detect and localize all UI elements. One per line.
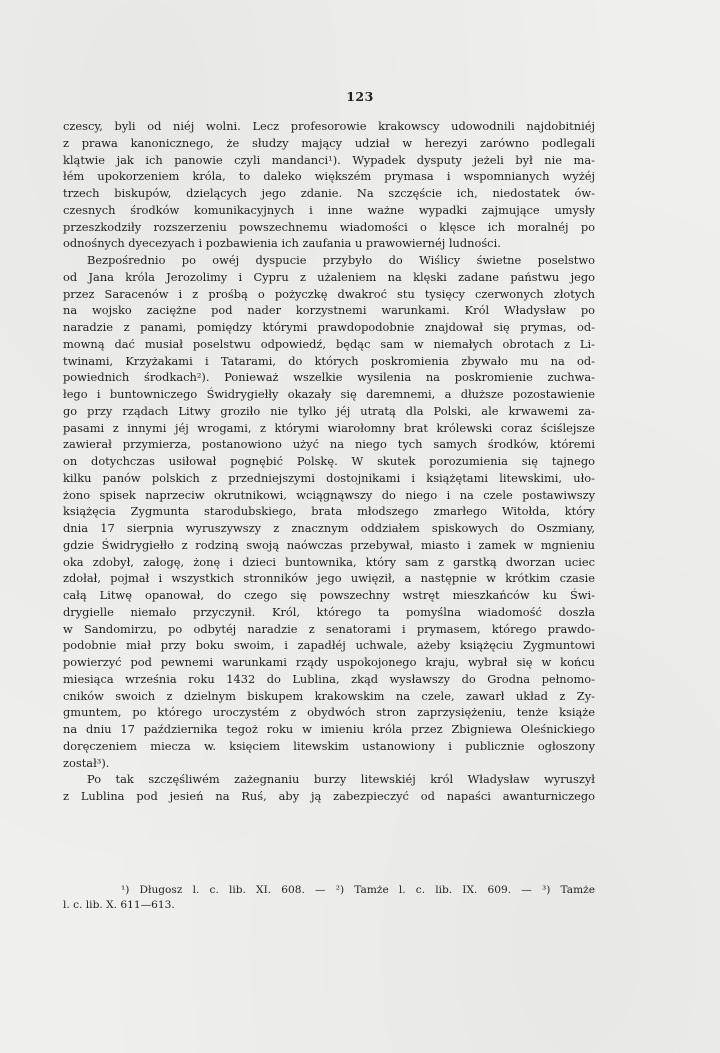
footnote-line: l. c. lib. X. 611—613. xyxy=(63,899,175,911)
text-line: drygielle niemało przyczynił. Król, którego ta pomyślna wiadomość doszła xyxy=(63,604,595,619)
text-line: gmuntem, po którego uroczystém z obydwóch stron zaprzysiężeniu, tenże książe xyxy=(63,705,595,720)
text-line: go przy rządach Litwy groziło nie tylko jéj utratą dla Polski, ale krwawemi za- xyxy=(63,403,595,418)
text-line: trzech biskupów, dzielących jego zdanie. Na szczęście ich, niedostatek ów- xyxy=(63,186,595,200)
text-line: został³). xyxy=(63,755,110,770)
text-line: całą Litwę opanował, do czego się powszechny wstręt mieszkańców ku Świ- xyxy=(63,588,595,602)
text-line: na dniu 17 października tegoż roku w imieniu króla przez Zbigniewa Oleśnickiego xyxy=(63,722,595,736)
footnote-line: ¹) Długosz l. c. lib. XI. 608. — ²) Tamże l. c. lib. IX. 609. — ³) Tamże xyxy=(121,884,595,896)
text-line: dnia 17 sierpnia wyruszywszy z znacznym oddziałem spiskowych do Oszmiany, xyxy=(63,521,595,535)
text-line: łego i buntowniczego Świdrygiełły okazały się daremnemi, a dłuższe pozostawienie xyxy=(63,387,595,401)
text-line: pasami z innymi jéj wrogami, z którymi wiarołomny brat królewski coraz ściślejsze xyxy=(63,420,595,435)
text-line: zdołał, pojmał i wszystkich stronników jego uwięził, a następnie w krótkim czasie xyxy=(63,571,595,586)
text-line: zawierał przymierza, postanowiono użyć na niego tych samych środków, któremi xyxy=(63,437,595,452)
page-number: 123 xyxy=(346,89,374,104)
text-line: przez Saracenów i z prośbą o pożyczkę dwakroć stu tysięcy czerwonych złotych xyxy=(63,286,595,301)
text-line: od Jana króla Jerozolimy i Cypru z użaleniem na klęski zadane państwu jego xyxy=(63,269,595,284)
text-line: on dotychczas usiłował pognębić Polskę. W skutek porozumienia się tajnego xyxy=(63,454,595,468)
text-line: gdzie Świdrygiełło z rodziną swoją naówczas przebywał, miasto i zamek w mgnieniu xyxy=(63,537,595,552)
text-line: czesnych środków komunikacyjnych i inne ważne wypadki zajmujące umysły xyxy=(63,202,595,217)
text-line: naradzie z panami, pomiędzy którymi prawdopodobnie znajdował się prymas, od- xyxy=(63,320,595,334)
text-line: z Lublina pod jesień na Ruś, aby ją zabezpieczyć od napaści awanturniczego xyxy=(63,789,595,803)
text-line: łém upokorzeniem króla, to daleko większém prymasa i wspomnianych wyżéj xyxy=(63,169,595,184)
text-line: żono spisek naprzeciw okrutnikowi, wciągnąwszy do niego i na czele postawiwszy xyxy=(63,487,595,502)
text-line: kilku panów polskich z przedniejszymi dostojnikami i książętami litewskimi, uło- xyxy=(63,470,595,485)
text-line: Bezpośrednio po owéj dyspucie przybyło do Wiślicy świetne poselstwo xyxy=(87,253,595,267)
text-line: oka zdobył, załogę, żonę i dzieci buntownika, który sam z garstką dworzan uciec xyxy=(63,554,595,569)
text-line: odnośnych dyecezyach i pozbawienia ich zaufania u prawowiernéj ludności. xyxy=(63,236,501,251)
text-line: w Sandomirzu, po odbytéj naradzie z senatorami i prymasem, którego prawdo- xyxy=(63,621,595,636)
body-text xyxy=(63,118,595,805)
footnotes xyxy=(63,883,595,913)
text-line: twinami, Krzyżakami i Tatarami, do których poskromienia zbywało mu na od- xyxy=(63,353,595,368)
text-line: miesiąca września roku 1432 do Lublina, zkąd wysławszy do Grodna pełnomo- xyxy=(63,671,595,686)
text-line: klątwie jak ich panowie czyli mandanci¹). Wypadek dysputy jeżeli był nie ma- xyxy=(63,152,595,167)
text-line: doręczeniem miecza w. księciem litewskim ustanowiony i publicznie ogłoszony xyxy=(63,738,595,753)
text-line: z prawa kanonicznego, że słudzy mający udział w herezyi zarówno podlegali xyxy=(63,135,595,150)
text-line: czescy, byli od niéj wolni. Lecz profesorowie krakowscy udowodnili najdobitniéj xyxy=(63,119,595,133)
text-line: przeszkodziły rozszerzeniu powszechnemu wiadomości o klęsce ich moralnéj po xyxy=(63,219,595,234)
text-line: Po tak szczęśliwém zażegnaniu burzy litewskiéj król Władysław wyruszył xyxy=(87,772,595,787)
text-line: powiednich środkach²). Ponieważ wszelkie wysilenia na poskromienie zuchwa- xyxy=(63,370,595,385)
text-line: cników swoich z dzielnym biskupem krakowskim na czele, zawarł układ z Zy- xyxy=(63,688,595,703)
text-line: podobnie miał przy boku swoim, i zapadłéj uchwale, ażeby książęciu Zygmuntowi xyxy=(63,638,595,653)
text-line: mowną dać musiał poselstwu odpowiedź, będąc sam w niemałych obrotach z Li- xyxy=(63,336,595,351)
text-line: powierzyć pod pewnemi warunkami rządy uspokojonego kraju, wybrał się w końcu xyxy=(63,655,595,669)
text-line: na wojsko zaciężne pod nader korzystnemi warunkami. Król Władysław po xyxy=(63,303,595,318)
text-line: książęcia Zygmunta starodubskiego, brata młodszego zmarłego Witołda, który xyxy=(63,504,595,519)
